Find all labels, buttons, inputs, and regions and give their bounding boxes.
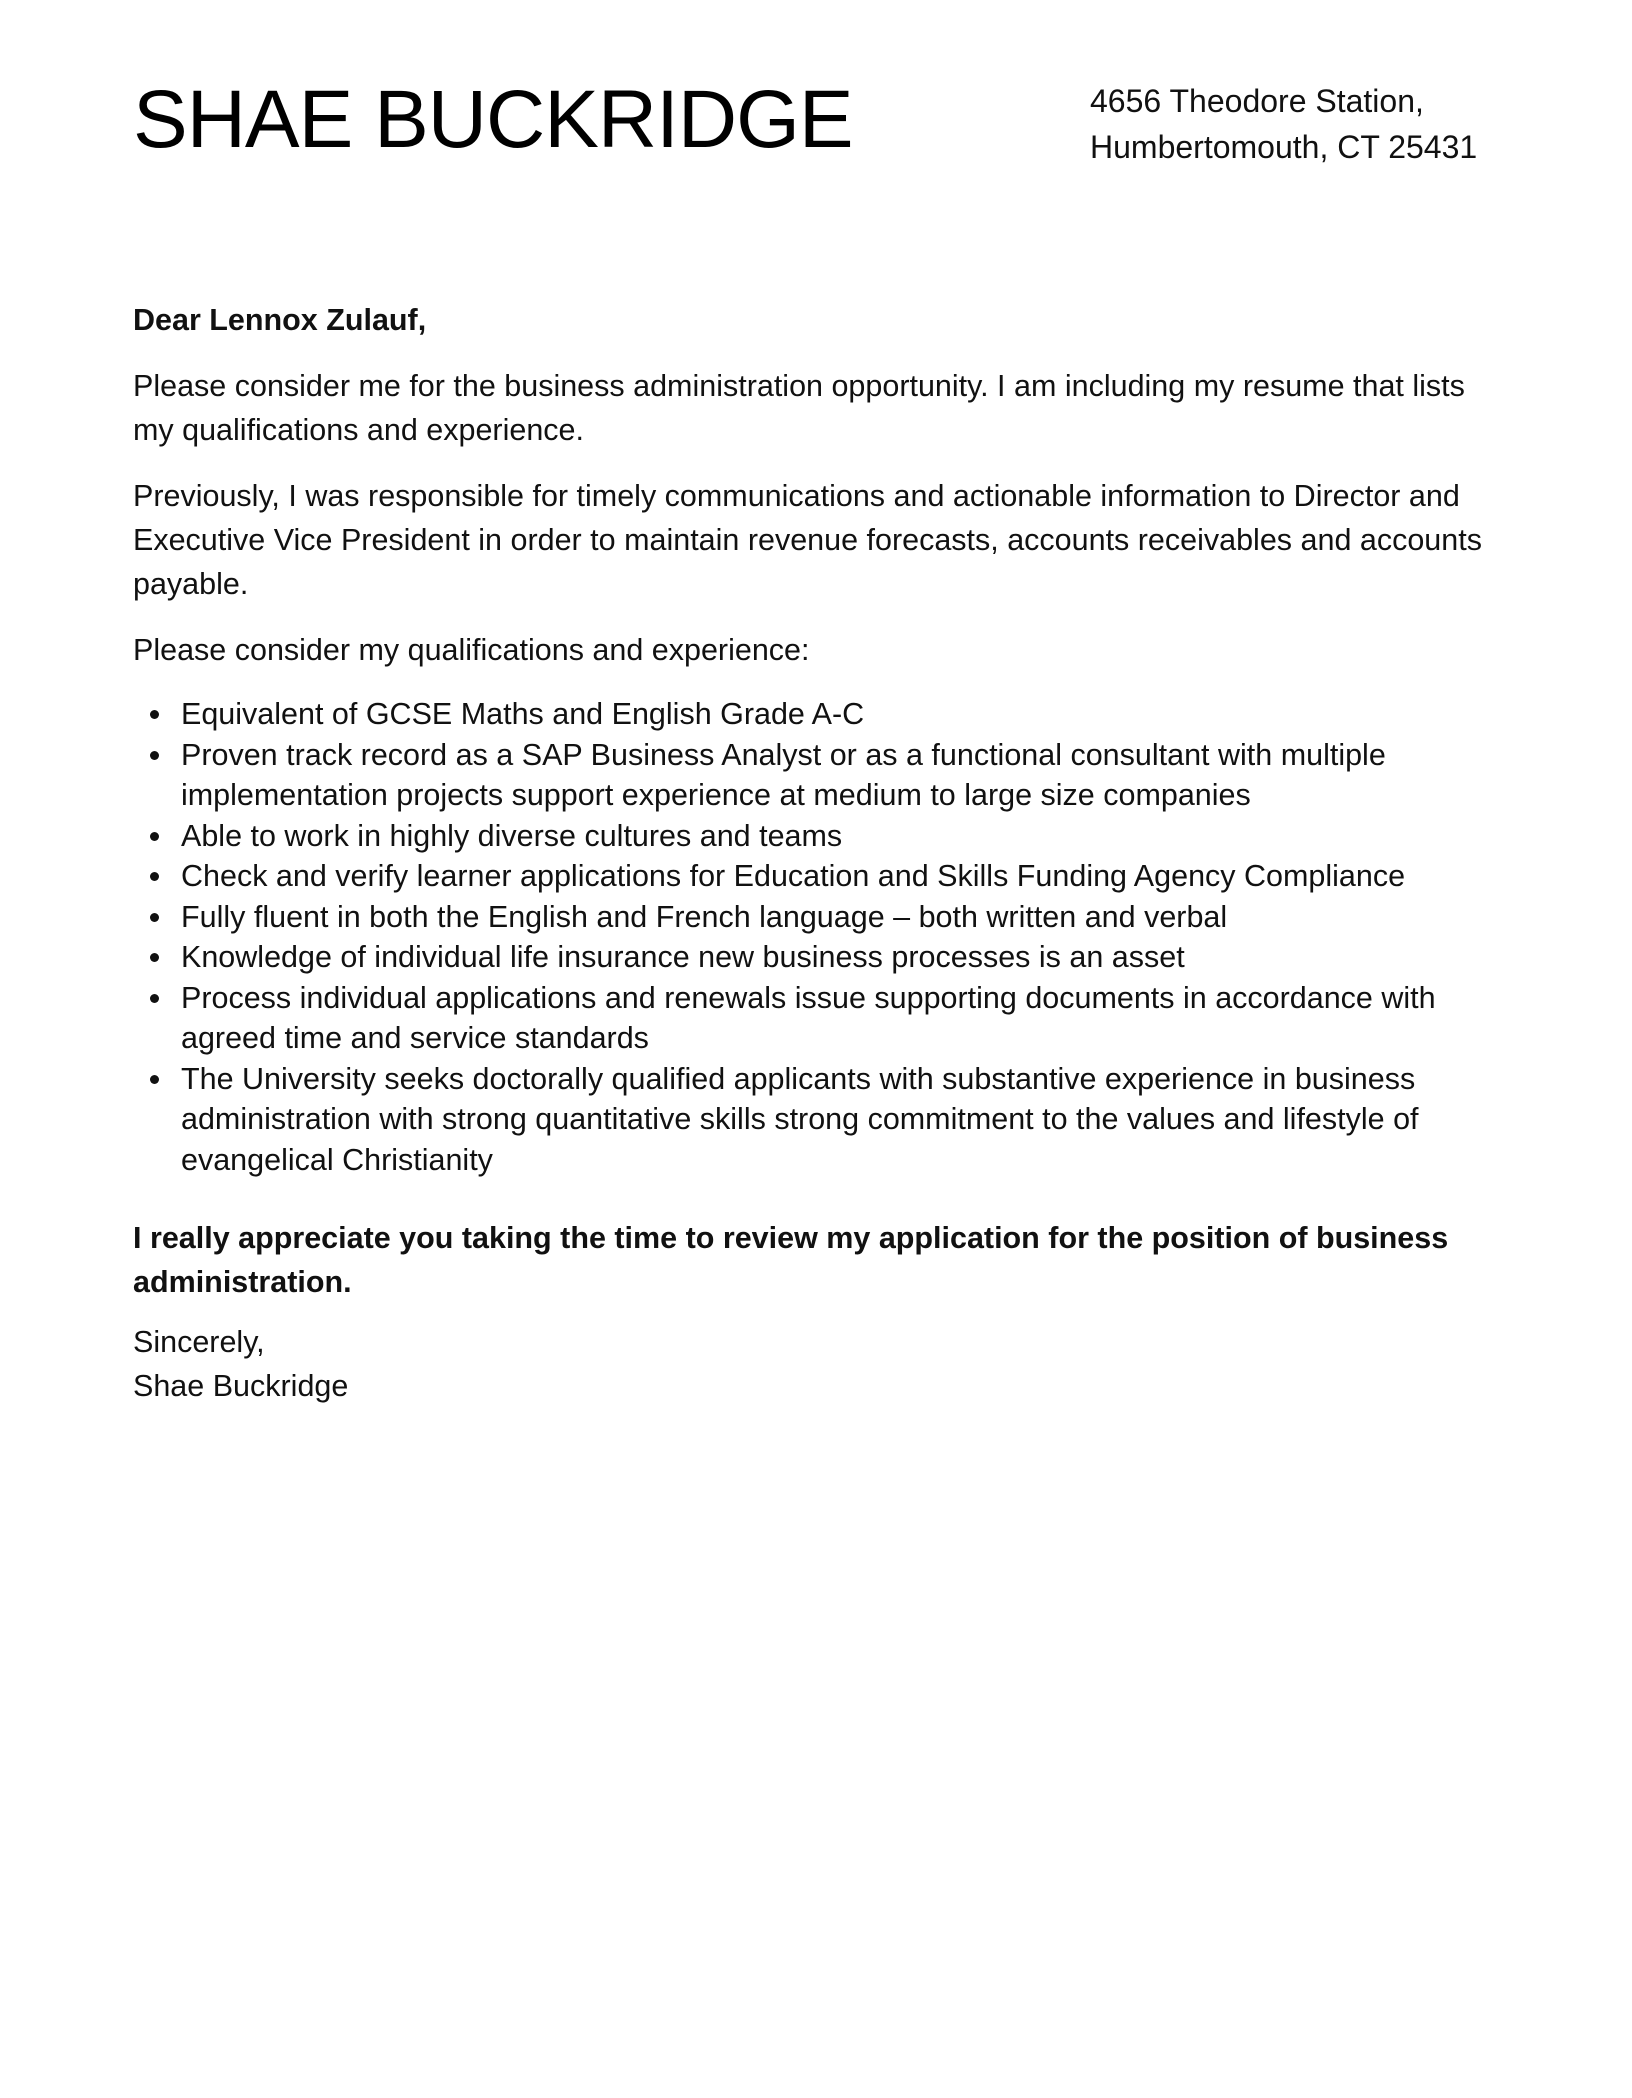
list-item <box>181 694 1503 735</box>
list-item <box>181 978 1503 1059</box>
letter-body <box>133 298 1503 1408</box>
intro-paragraph: Please consider me for the business administration opportunity. I am including my resume that lists my qualifications and experience. <box>133 369 1465 447</box>
applicant-name: SHAE BUCKRIDGE <box>133 74 853 165</box>
signoff: Sincerely, <box>133 1325 265 1359</box>
list-item <box>181 816 1503 857</box>
bullet-icon <box>150 1075 159 1084</box>
list-item <box>181 856 1503 897</box>
closing-paragraph: I really appreciate you taking the time to review my application for the position of business administration. <box>133 1221 1449 1299</box>
bullet-icon <box>150 994 159 1003</box>
list-item <box>181 735 1503 816</box>
address-line-2: Humbertomouth, CT 25431 <box>1090 129 1478 165</box>
bullet-icon <box>150 872 159 881</box>
qualifications-intro: Please consider my qualifications and experience: <box>133 633 810 667</box>
bullet-icon <box>150 710 159 719</box>
list-item-text: The University seeks doctorally qualified applicants with substantive experience in business administration with strong quantitative skills strong commitment to the values and lifestyle of evangelical Christianity <box>181 1061 1419 1177</box>
list-item-text: Proven track record as a SAP Business Analyst or as a functional consultant with multiple implementation projects support experience at medium to large size companies <box>181 737 1386 812</box>
list-item-text: Process individual applications and renewals issue supporting documents in accordance with agreed time and service standards <box>181 980 1436 1055</box>
address-line-1: 4656 Theodore Station, <box>1090 83 1424 119</box>
list-item-text: Equivalent of GCSE Maths and English Grade A-C <box>181 697 865 731</box>
experience-paragraph: Previously, I was responsible for timely communications and actionable information to Director and Executive Vice President in order to maintain revenue forecasts, accounts receivables and accounts payable. <box>133 479 1482 601</box>
list-item-text: Check and verify learner applications for Education and Skills Funding Agency Compliance <box>181 859 1406 893</box>
bullet-icon <box>150 751 159 760</box>
list-item <box>181 1059 1503 1181</box>
bullet-icon <box>150 832 159 841</box>
list-item <box>181 897 1503 938</box>
list-item-text: Able to work in highly diverse cultures and teams <box>181 818 843 853</box>
list-item-text: Fully fluent in both the English and French language – both written and verbal <box>181 899 1228 934</box>
signature-name: Shae Buckridge <box>133 1369 349 1403</box>
address-block <box>1090 78 1477 170</box>
bullet-icon <box>150 953 159 962</box>
salutation: Dear Lennox Zulauf, <box>133 303 427 337</box>
list-item-text: Knowledge of individual life insurance new business processes is an asset <box>181 940 1185 974</box>
bullet-icon <box>150 913 159 922</box>
qualifications-list <box>133 694 1503 1180</box>
list-item <box>181 937 1503 978</box>
